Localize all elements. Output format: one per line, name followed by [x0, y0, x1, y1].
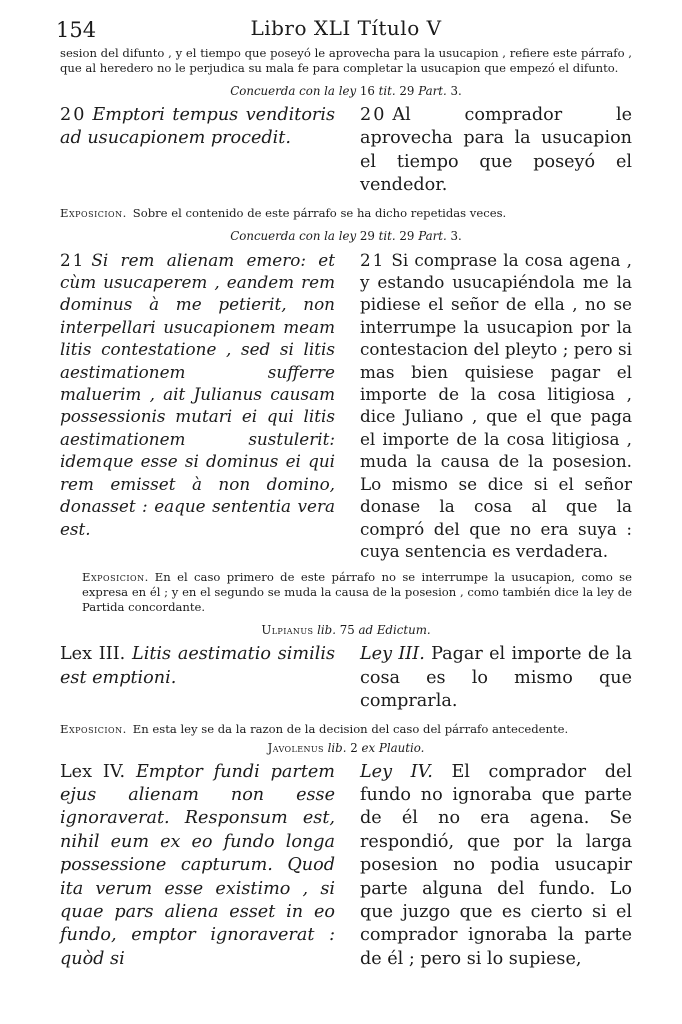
spanish-text: Al comprador le aprovecha para la usucapion el tiempo que poseyó el vendedor. — [360, 105, 632, 196]
latin-column — [60, 104, 335, 198]
lex-4 — [60, 761, 632, 972]
latin-column — [60, 761, 335, 972]
exposition-label: Exposicion. — [60, 721, 127, 736]
spanish-column — [360, 249, 632, 563]
spanish-column — [360, 761, 632, 972]
paragraph-21 — [60, 249, 632, 563]
concordance-citation: Concuerda con la ley 29 tit. 29 Part. 3. — [230, 228, 462, 243]
paragraph-number: 21 — [360, 249, 386, 270]
exposition-text: En el caso primero de este párrafo no se interrumpe la usucapion, como se expresa en él ; y en el segundo se muda la causa de la posesion , como también dice la ley de Partida concordante. — [82, 570, 632, 615]
latin-text: Litis aestimatio similis est emptioni. — [60, 644, 335, 688]
exposition-label: Exposicion. — [82, 570, 149, 585]
latin-text: Emptor fundi partem ejus alienam non esse ignoraverat. Responsum est, nihil eum ex eo fundo longa possessione capturum. Quod ita verum esse existimo , si quae pars aliena esset in eo fundo, emptor ignoraverat : quòd si — [60, 761, 335, 969]
running-title: Libro XLI Título V — [250, 16, 442, 40]
spanish-text: Si comprase la cosa agena , y estando usucapiéndola me la pidiese el señor de ella , no se interrumpe la usucapion por la contestacion del pleyto ; pero si mas bien quisiese pagar el importe de la cosa litigiosa , dice Juliano , que el que paga el importe de la cosa litigiosa , muda la causa de la posesion. Lo mismo se dice si el señor donase la cosa al que la compró del que no era suya : cuya sentencia es verdadera. — [360, 249, 632, 561]
latin-column — [60, 643, 335, 713]
spanish-column — [360, 643, 632, 713]
exposition-label: Exposicion. — [60, 205, 127, 220]
lex-heading: Lex IV. — [60, 761, 126, 782]
intro-text: sesion del difunto , y el tiempo que poseyó le aprovecha para la usucapion , refiere este párrafo , que al heredero no le perjudica su mala fe para completar la usucapion que empezó el difunto. — [60, 46, 632, 75]
concordance-citation: Concuerda con la ley 16 tit. 29 Part. 3. — [230, 84, 462, 98]
exposition — [60, 206, 632, 221]
lex-3 — [60, 643, 632, 713]
ley-heading: Ley IV. — [360, 761, 433, 782]
spanish-text: Pagar el importe de la cosa es lo mismo que comprarla. — [360, 644, 632, 712]
paragraph-number: 21 — [60, 249, 86, 270]
page-number: 154 — [56, 18, 97, 42]
page — [56, 12, 633, 971]
latin-text: Si rem alienam emero: et cùm usucaperem , eandem rem dominus à me petierit, non interpellari usucapionem meam litis contestatione , sed si litis aestimationem sufferre maluerim , ait Julianus causam possessionis mutari ei qui litis aestimationem sustulerit: idemque esse si dominus ei qui rem emisset à non domino, donasset : eaque sententia vera est. — [60, 249, 335, 539]
paragraph-number: 20 — [60, 105, 87, 125]
spanish-column — [360, 104, 632, 198]
ley-heading: Ley III. — [360, 644, 425, 665]
exposition — [60, 722, 632, 737]
jurist-citation: Javolenus lib. 2 ex Plautio. — [267, 740, 425, 755]
lex-heading: Lex III. — [60, 644, 126, 665]
exposition — [60, 570, 632, 615]
jurist-citation: Ulpianus lib. 75 ad Edictum. — [261, 623, 431, 638]
exposition-text: En esta ley se da la razon de la decision del caso del párrafo antecedente. — [132, 721, 569, 736]
paragraph-number: 20 — [360, 105, 387, 125]
page-header — [56, 12, 632, 46]
paragraph-20 — [60, 104, 632, 198]
latin-column — [60, 249, 335, 563]
exposition-text: Sobre el contenido de este párrafo se ha dicho repetidas veces. — [132, 205, 507, 220]
latin-text: Emptori tempus venditoris ad usucapionem procedit. — [60, 105, 335, 149]
spanish-text: El comprador del fundo no ignoraba que parte de él no era agena. Se respondió, que por la larga posesion no podia usucapir parte alguna del fundo. Lo que juzgo que es cierto si el comprador ignoraba la parte de él ; pero si lo supiese, — [360, 761, 633, 969]
